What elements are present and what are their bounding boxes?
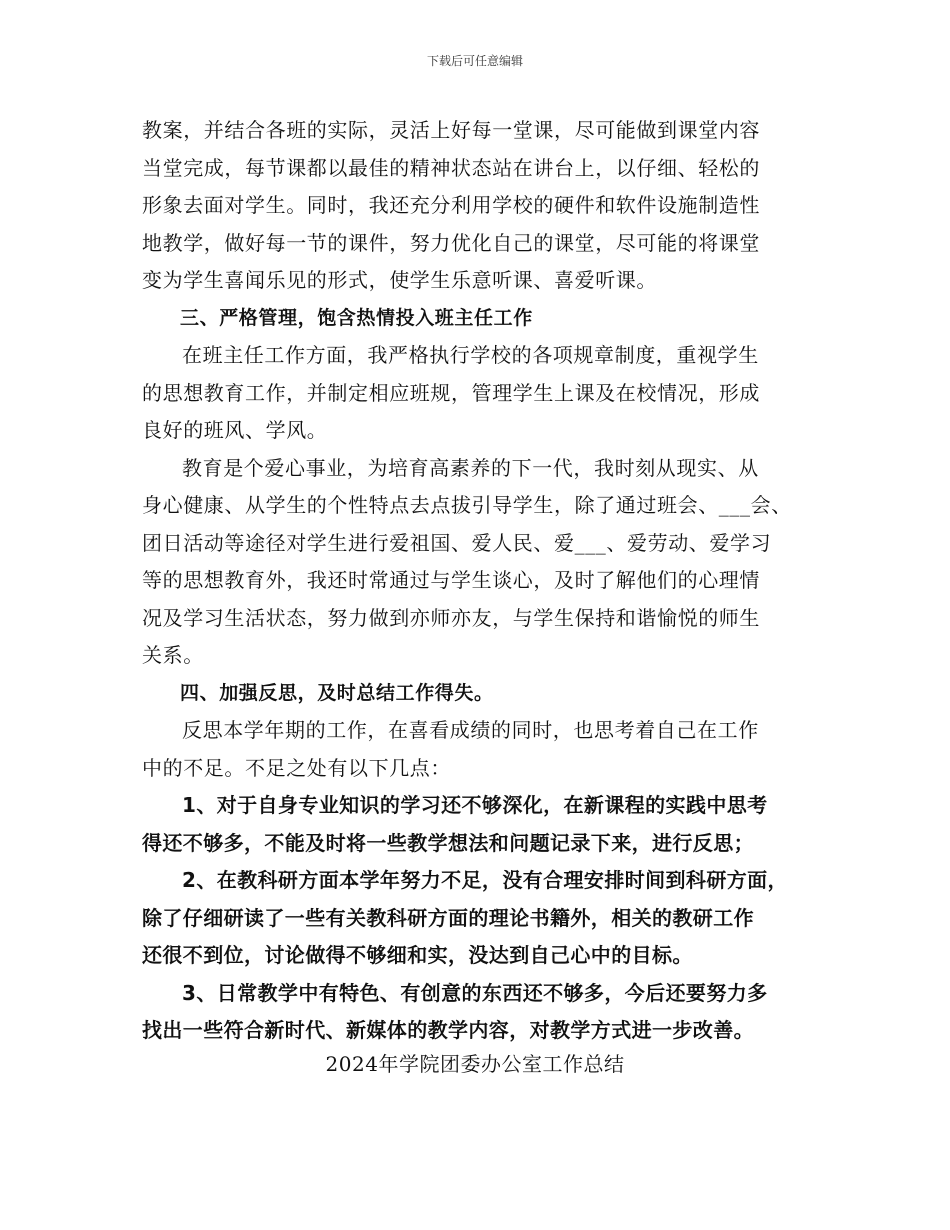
section-heading-4: 四、加强反思，及时总结工作得失。 [180,681,494,704]
section-heading-3: 三、严格管理，饱含热情投入班主任工作 [180,306,533,329]
text-line: 的思想教育工作，并制定相应班规，管理学生上课及在校情况，形成 [142,380,760,405]
text-line: 良好的班风、学风。 [142,418,328,442]
text-line: 得还不够多，不能及时将一些教学想法和问题记录下来，进行反思； [142,830,754,855]
text-line: 教案，并结合各班的实际，灵活上好每一堂课，尽可能做到课堂内容 [142,118,760,142]
next-document-title: 2024年学院团委办公室工作总结 [325,1052,625,1076]
text-line: 身心健康、从学生的个性特点去点拔引导学生，除了通过班会、___会、 [142,493,792,517]
list-item-2 [142,862,812,975]
text-line: 当堂完成，每节课都以最佳的精神状态站在讲台上，以仔细、轻松的 [142,155,760,180]
text-line: 3、日常教学中有特色、有创意的东西还不够多，今后还要努力多 [182,980,768,1005]
header-note: 下载后可任意编辑 [426,54,523,68]
text-line: 形象去面对学生。同时，我还充分利用学校的硬件和软件设施制造性 [142,193,760,217]
text-line: 等的思想教育外，我还时常通过与学生谈心，及时了解他们的心理情 [142,568,760,592]
text-line: 关系。 [142,643,204,667]
text-line: 在班主任工作方面，我严格执行学校的各项规章制度，重视学生 [182,343,759,367]
paragraph-3 [142,450,812,675]
text-line: 2、在教科研方面本学年努力不足，没有合理安排时间到科研方面， [182,868,788,892]
text-line: 地教学，做好每一节的课件，努力优化自己的课堂，尽可能的将课堂 [142,230,760,255]
list-item-1 [142,787,812,862]
paragraph-1 [142,112,812,300]
text-line: 况及学习生活状态，努力做到亦师亦友，与学生保持和谐愉悦的师生 [142,605,760,630]
list-item-3 [142,975,812,1050]
text-line: 教育是个爱心事业，为培育高素养的下一代，我时刻从现实、从 [182,455,759,480]
document-body [142,112,812,1050]
text-line: 1、对于自身专业知识的学习还不够深化，在新课程的实践中思考 [182,793,768,817]
text-line: 除了仔细研读了一些有关教科研方面的理论书籍外，相关的教研工作 [142,905,754,930]
text-line: 还很不到位，讨论做得不够细和实，没达到自己心中的目标。 [142,943,693,967]
paragraph-2 [142,337,812,450]
text-line: 找出一些符合新时代、新媒体的教学内容，对教学方式进一步改善。 [142,1018,754,1042]
text-line: 反思本学年期的工作，在喜看成绩的同时，也思考着自己在工作 [182,718,759,742]
paragraph-4 [142,712,812,787]
text-line: 中的不足。不足之处有以下几点： [142,755,451,780]
text-line: 变为学生喜闻乐见的形式，使学生乐意听课、喜爱听课。 [142,268,657,292]
text-line: 团日活动等途径对学生进行爱祖国、爱人民、爱___、爱劳动、爱学习 [142,530,772,555]
